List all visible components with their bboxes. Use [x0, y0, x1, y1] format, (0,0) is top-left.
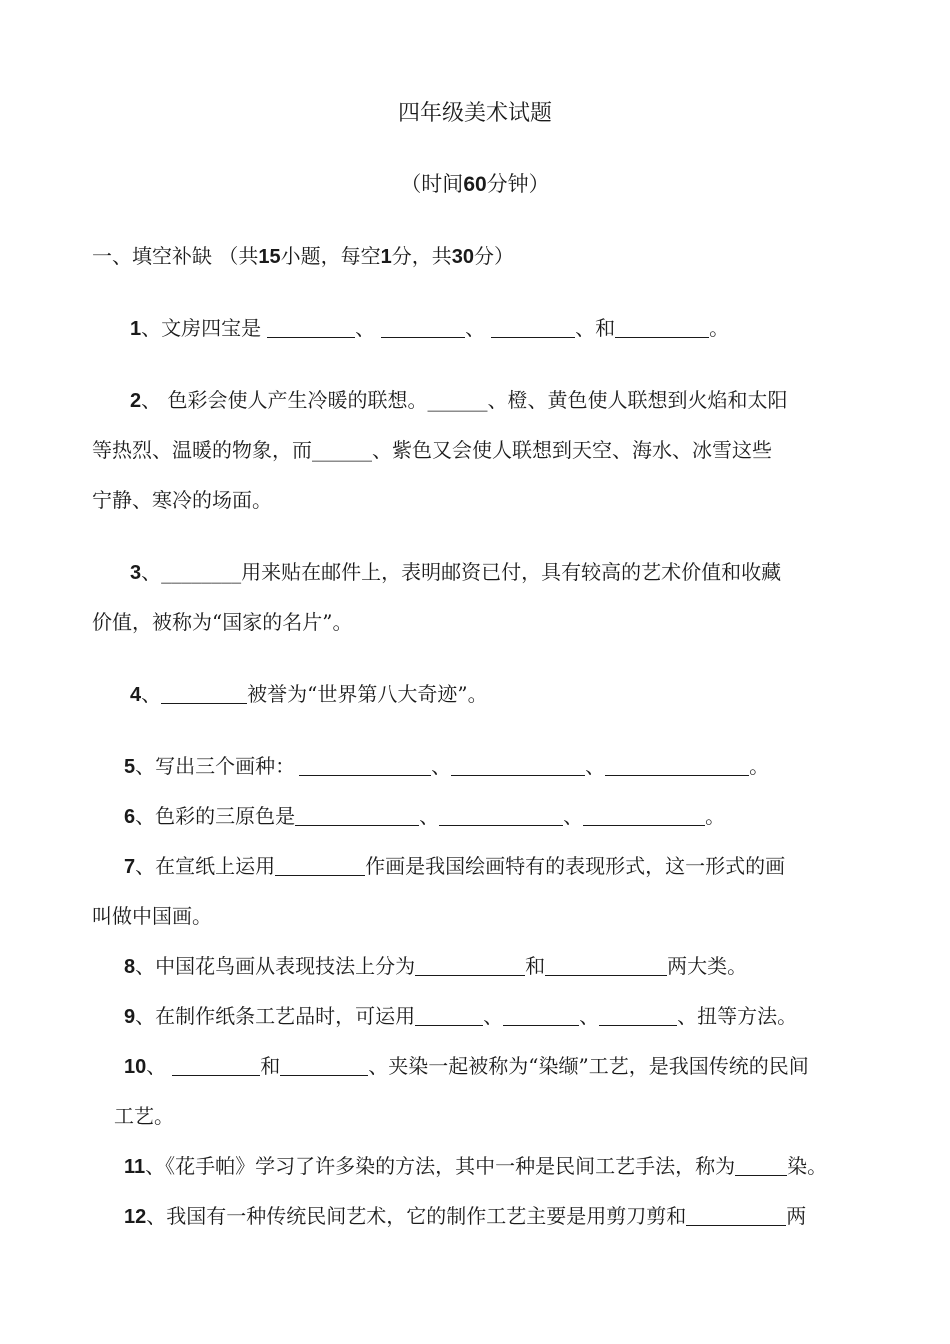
answer-blank[interactable]: [275, 855, 365, 876]
question-text: 、和: [575, 316, 616, 340]
section-text-c: 分，共: [391, 244, 452, 268]
question-text: 、: [483, 1004, 504, 1028]
section-text-b: 小题，每空: [280, 244, 381, 268]
question-2: [130, 386, 787, 415]
question-number: 3: [130, 562, 142, 584]
question-text: 两: [786, 1204, 807, 1228]
answer-blank[interactable]: [583, 805, 705, 826]
answer-blank[interactable]: [161, 683, 247, 704]
question-10-line-2: 工艺。: [114, 1104, 174, 1128]
question-12: [124, 1202, 806, 1231]
question-text: 、写出三个画种：: [135, 754, 296, 778]
question-2-line-3: 宁静、寒冷的场面。: [92, 488, 272, 512]
question-text: 。: [749, 754, 770, 778]
question-text: 、扭等方法。: [677, 1004, 798, 1028]
question-text: 。: [709, 316, 730, 340]
question-text: 、: [465, 316, 486, 340]
section-heading: [92, 242, 514, 271]
exam-title: 四年级美术试题: [397, 101, 552, 126]
question-number: 11: [124, 1156, 146, 1178]
question-3: [130, 558, 781, 587]
question-text: 。: [705, 804, 726, 828]
question-text: 、________用来贴在邮件上，表明邮资已付，具有较高的艺术价值和收藏: [141, 560, 782, 584]
answer-blank[interactable]: [415, 1005, 483, 1026]
answer-blank[interactable]: [415, 955, 525, 976]
question-text: 、中国花鸟画从表现技法上分为: [135, 954, 416, 978]
question-number: 5: [124, 756, 136, 778]
duration-minutes: 60: [463, 173, 487, 196]
answer-blank[interactable]: [295, 805, 419, 826]
answer-blank[interactable]: [267, 317, 355, 338]
question-text: 、: [585, 754, 606, 778]
question-number: 7: [124, 856, 136, 878]
question-text: 、《花手帕》学习了许多染的方法，其中一种是民间工艺手法，称为: [145, 1154, 736, 1178]
exam-duration: [0, 168, 950, 198]
question-text: 、在宣纸上运用: [135, 854, 276, 878]
question-number: 9: [124, 1006, 136, 1028]
question-8: [124, 952, 747, 981]
question-number: 4: [130, 684, 142, 706]
question-text: 、色彩的三原色是: [135, 804, 296, 828]
question-number: 1: [130, 318, 142, 340]
question-text: 和: [260, 1054, 281, 1078]
section-text-d: 分）: [473, 244, 514, 268]
question-text: 、: [431, 754, 452, 778]
question-number: 12: [124, 1206, 147, 1228]
question-text: 、: [579, 1004, 600, 1028]
question-text: 、 色彩会使人产生冷暖的联想。______、橙、黄色使人联想到火焰和太阳: [141, 388, 788, 412]
question-text: 、文房四宝是: [141, 316, 262, 340]
question-text: 两大类。: [667, 954, 748, 978]
answer-blank[interactable]: [545, 955, 667, 976]
section-text-a: 一、填空补缺 （共: [92, 244, 259, 268]
question-text: 、在制作纸条工艺品时，可运用: [135, 1004, 416, 1028]
question-text: 、: [141, 682, 162, 706]
question-text: 和: [525, 954, 546, 978]
question-1: [130, 314, 729, 343]
question-text: 染。: [787, 1154, 828, 1178]
question-4: [130, 680, 488, 709]
question-text: 被誉为“世界第八大奇迹”。: [247, 682, 488, 706]
section-points-per-blank: 1: [380, 246, 392, 268]
duration-suffix: 分钟）: [486, 172, 550, 196]
answer-blank[interactable]: [686, 1205, 786, 1226]
answer-blank[interactable]: [605, 755, 749, 776]
answer-blank[interactable]: [439, 805, 563, 826]
question-number: 2: [130, 390, 142, 412]
section-total-points: 30: [451, 246, 474, 268]
question-text: 、: [146, 1054, 167, 1078]
answer-blank[interactable]: [615, 317, 709, 338]
question-text: 、: [563, 804, 584, 828]
question-7: [124, 852, 785, 881]
question-text: 作画是我国绘画特有的表现形式，这一形式的画: [365, 854, 786, 878]
question-number: 10: [124, 1056, 147, 1078]
question-6: [124, 802, 725, 831]
question-text: 、夹染一起被称为“染缬”工艺，是我国传统的民间: [368, 1054, 809, 1078]
question-text: 、我国有一种传统民间艺术，它的制作工艺主要是用剪刀剪和: [146, 1204, 687, 1228]
question-9: [124, 1002, 797, 1031]
answer-blank[interactable]: [503, 1005, 579, 1026]
question-5: [124, 752, 769, 781]
question-11: [124, 1152, 827, 1181]
question-text: 、: [355, 316, 376, 340]
answer-blank[interactable]: [280, 1055, 368, 1076]
section-question-count: 15: [258, 246, 281, 268]
answer-blank[interactable]: [172, 1055, 260, 1076]
question-text: 、: [419, 804, 440, 828]
question-3-line-2: 价值，被称为“国家的名片”。: [92, 610, 353, 634]
answer-blank[interactable]: [735, 1155, 787, 1176]
question-number: 8: [124, 956, 136, 978]
answer-blank[interactable]: [599, 1005, 677, 1026]
duration-prefix: （时间: [400, 172, 464, 196]
answer-blank[interactable]: [299, 755, 431, 776]
answer-blank[interactable]: [451, 755, 585, 776]
answer-blank[interactable]: [491, 317, 575, 338]
question-7-line-2: 叫做中国画。: [92, 904, 212, 928]
question-10: [124, 1052, 809, 1081]
answer-blank[interactable]: [381, 317, 465, 338]
question-2-line-2: 等热烈、温暖的物象，而______、紫色又会使人联想到天空、海水、冰雪这些: [92, 438, 772, 462]
question-number: 6: [124, 806, 136, 828]
